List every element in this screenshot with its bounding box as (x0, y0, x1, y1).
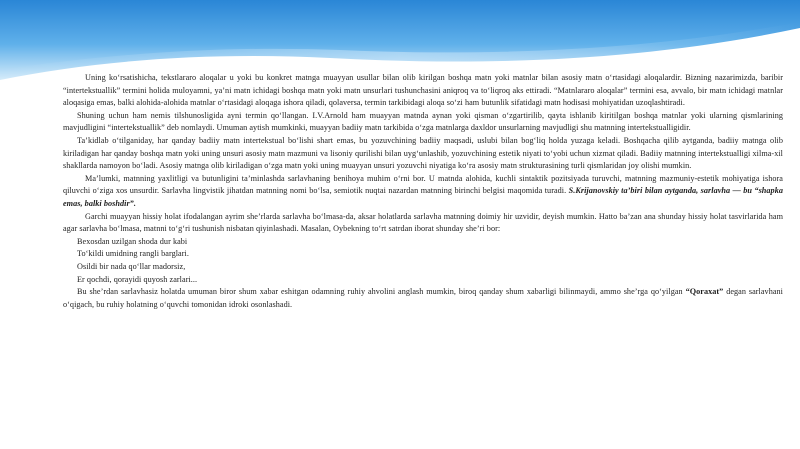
verse-line: To‘kildi umidning rangli barglari. (77, 249, 189, 259)
poem-title-qoraxat: “Qoraxat” (685, 287, 724, 297)
verse-line: Er qochdi, qorayidi quyosh zarlari... (77, 274, 198, 284)
paragraph-6-end: degan sarlavhani o‘qigach, bu ruhiy holatning o‘quvchi tomonidan idroki osonlashadi. (63, 287, 783, 309)
paragraph-3: Ta’kidlab o‘tilganiday, har qanday badiiy matn intertekstual bo‘lishi shart emas, bu yozuvchining badiiy maqsadi, uslubi bilan bog‘liq holda yuzaga keladi. Boshqacha qilib aytganda, badiiy matnga olib kiriladigan har qanday boshqa matn yoki uning unsuri asosiy matn mazmuni va lisoniy qurilishi bilan uyg‘unlashib, yozuvchining estetik niyati to‘yobi uchun xizmat qiladi. Badiiy matnning intertekstualligi xilma-xil shakllarda namoyon bo‘ladi. Asosiy matnga olib kiriladigan o‘zga matn yoki uning muayyan unsuri yozuvchi niyatiga ko‘ra asosiy matn strukturasining turli qismlaridan joy olishi mumkin. (63, 135, 783, 171)
verse-line: Bexosdan uzilgan shoda dur kabi (77, 236, 188, 246)
document-body (63, 72, 783, 311)
quote-krijanovskiy: S.Krijanovskiy ta’biri bilan aytganda, sarlavha — bu “shapka emas, balki boshdir”. (63, 186, 783, 208)
verse-line: Osildi bir nada qo‘llar madorsiz, (77, 261, 186, 271)
paragraph-1: Uning ko‘rsatishicha, tekstlararo aloqalar u yoki bu konkret matnga muayyan usullar bilan olib kirilgan boshqa matn yoki matnlar bilan asosiy matn o‘rtasidagi aloqalardir. Bizning nazarimizda, baribir “intertekstuallik” termini holida muloyamni, ya’ni matn ichidagi boshqa matn yoki matn unsurlari tushunchasini aniqroq va to‘liqroq aks ettiradi. “Matnlararo aloqalar” termini esa, avvalo, bir matn ichidagi matnlar aloqasiga emas, balki alohida-alohida matnlar o‘rtasidagi aloqaga ishora qiladi, qolaversa, termin tarkibidagi aloqa so‘zi ham butunlik sifatidagi matn hodisasi mohiyatidan uzoqlashtiradi. (63, 73, 783, 108)
poem-verse (63, 236, 783, 286)
paragraph-4 (63, 173, 783, 211)
paragraph-6-start: Bu she’rdan sarlavhasiz holatda umuman biror shum xabar eshitgan odamning ruhiy ahvolini anglash mumkin, biroq qanday shum xabarligi bilinmaydi, ammo she’rga qo‘yilgan (77, 287, 683, 297)
paragraph-5: Garchi muayyan hissiy holat ifodalangan ayrim she’rlarda sarlavha bo‘lmasa-da, aksar holatlarda sarlavha matnning doimiy hir uzvidir, deyish mumkin. Hatto ba’zan ana shunday hissiy holat tasvirlarida ham agar sarlavha bo‘lmasa, matnni to‘g‘ri tushunish nisbatan qiyinlashadi. Masalan, Oybekning to‘rt satrdan iborat shunday she’ri bor: (63, 211, 783, 234)
paragraph-2: Shuning uchun ham nemis tilshunosligida ayni termin qo‘llangan. I.V.Arnold ham muayyan matnda aynan yoki qisman o‘zgartirilib, qayta ishlanib kiritilgan boshqa matnlar yoki ularning qismlarining mavjudligini “intertekstuallik” deb nomlaydi. Umuman aytish mumkinki, muayyan badiiy matn tarkibida o‘zga matnlarga daxldor unsurlarning mavjudligi shu matnning intertekstualligidir. (63, 110, 783, 133)
paragraph-4-text: Ma’lumki, matnning yaxlitligi va butunligini ta’minlashda sarlavhaning benihoya muhim o‘rni bor. U matnda alohida, kuchli sintaktik pozitsiyada turuvchi, matnning mazmuniy-estetik mohiyatiga ishora qiluvchi o‘ziga xos unsurdir. Sarlavha lingvistik jihatdan matnning nomi bo‘lsa, semiotik nuqtai nazardan matnning birinchi belgisi maqomida turadi. (63, 173, 783, 196)
paragraph-6 (63, 286, 783, 311)
